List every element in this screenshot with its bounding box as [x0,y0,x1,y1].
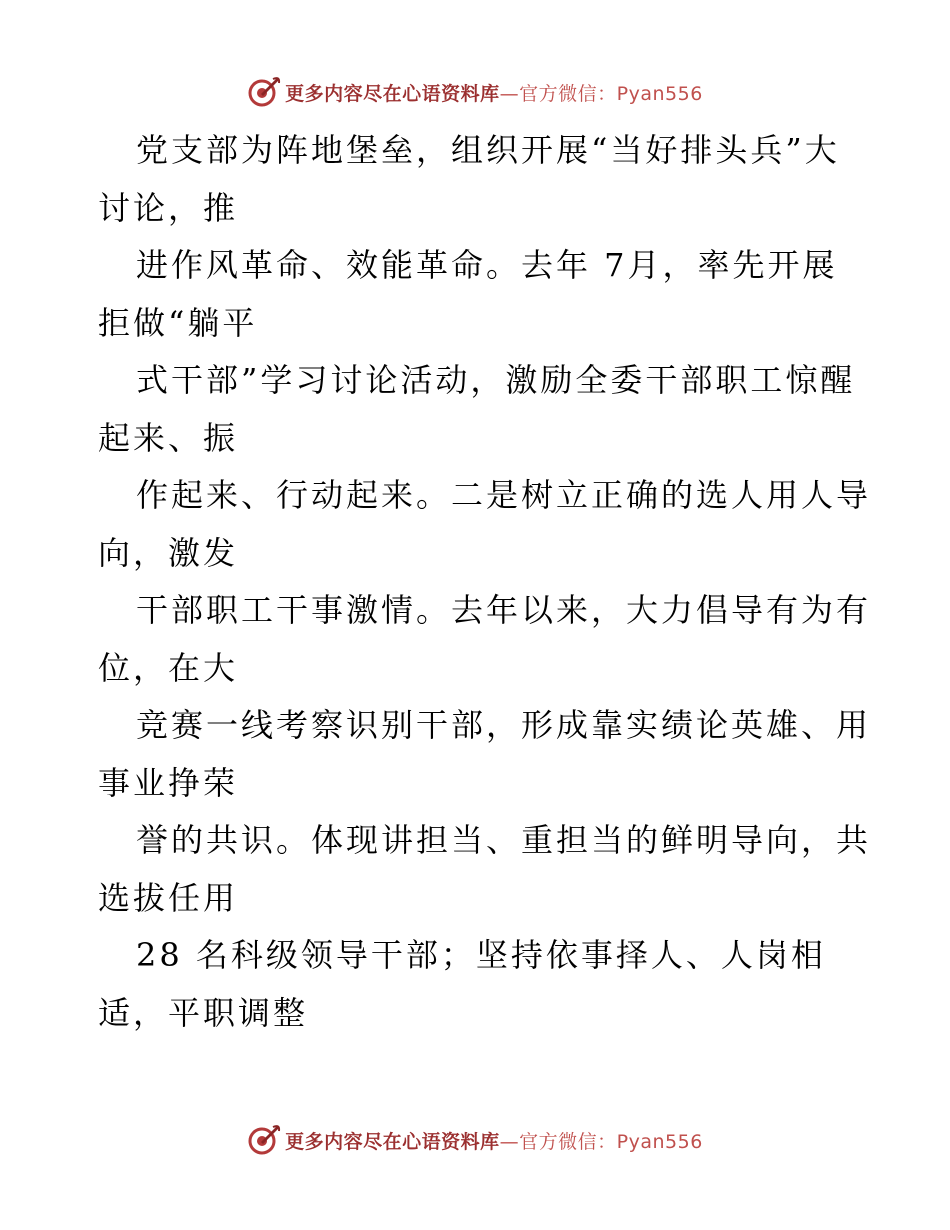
body-line: 党支部为阵地堡垒，组织开展“当好排头兵”大 [136,131,840,169]
watermark-header-text [285,79,703,106]
body-line: 选拔任用 [98,878,239,917]
watermark-brand: 更多内容尽在心语资料库 [285,1130,500,1153]
body-line: 拒做“躺平 [98,303,258,342]
body-line: 适，平职调整 [98,993,309,1032]
body-line: 作起来、行动起来。二是树立正确的选人用人导 [136,476,872,514]
body-line: 式干部”学习讨论活动，激励全委干部职工惊醒 [136,361,856,399]
watermark-brand: 更多内容尽在心语资料库 [285,82,500,105]
body-line: 誉的共识。体现讲担当、重担当的鲜明导向，共 [136,821,872,859]
watermark-footer [0,1120,950,1160]
body-line: 向，激发 [98,533,239,572]
quill-logo-icon [247,1123,281,1157]
body-line: 28 名科级领导干部；坚持依事择人、人岗相 [136,936,826,974]
body-line: 干部职工干事激情。去年以来，大力倡导有为有 [136,591,872,629]
watermark-contact: 官方微信：Pyan556 [519,1130,703,1153]
body-line: 进作风革命、效能革命。去年 7月，率先开展 [136,246,838,284]
body-line: 起来、振 [98,418,239,457]
document-body [98,122,872,1042]
watermark-footer-text [285,1127,703,1154]
watermark-dash: — [499,82,520,105]
watermark-header [0,72,950,112]
body-line: 事业挣荣 [98,763,239,802]
body-line: 讨论，推 [98,188,239,227]
body-line: 位，在大 [98,648,239,687]
watermark-contact: 官方微信：Pyan556 [519,82,703,105]
quill-logo-icon [247,75,281,109]
body-line: 竞赛一线考察识别干部，形成靠实绩论英雄、用 [136,706,872,744]
watermark-dash: — [499,1130,520,1153]
